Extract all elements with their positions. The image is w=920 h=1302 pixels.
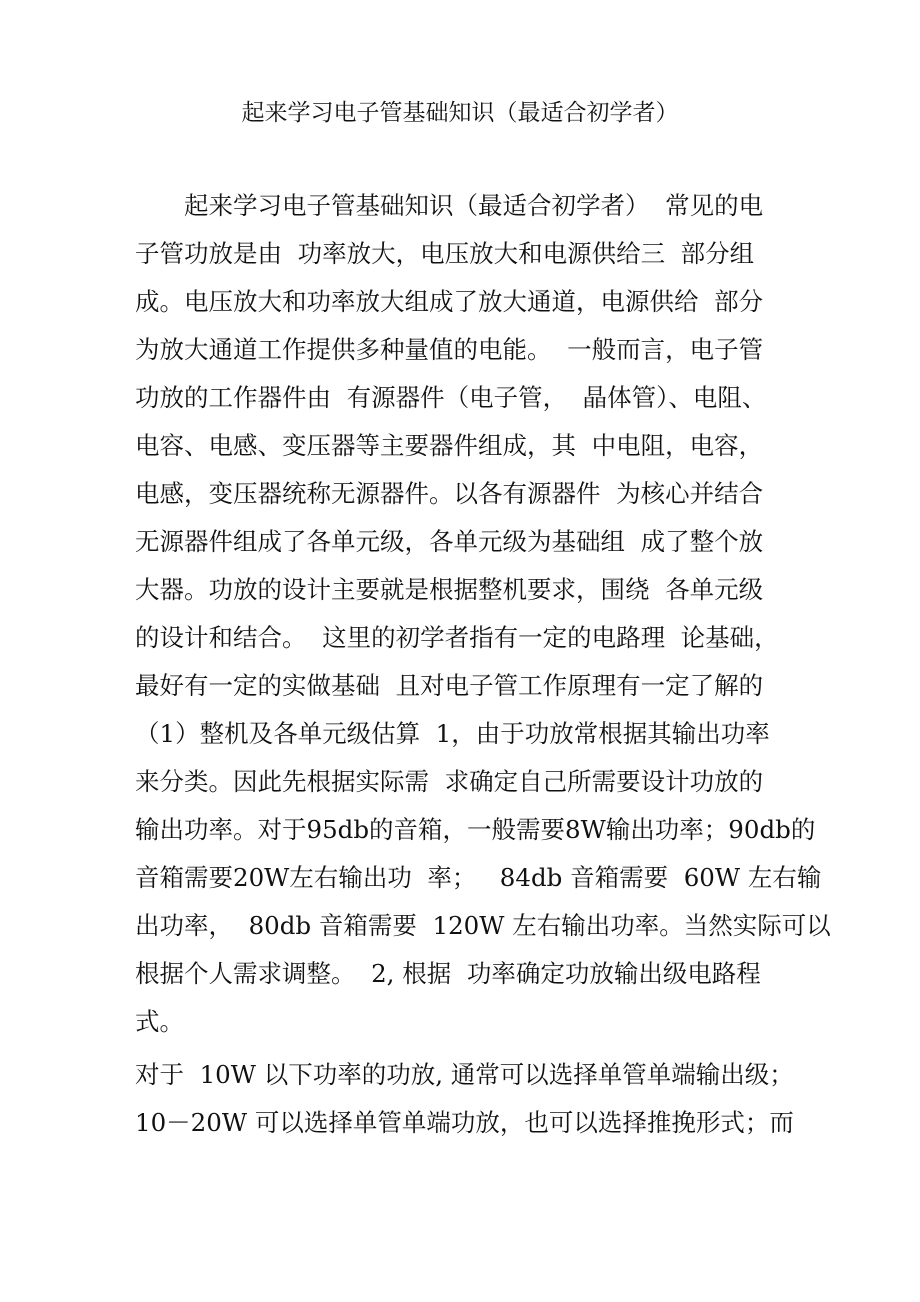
body-line: 大器。功放的设计主要就是根据整机要求，围绕 各单元级 <box>135 575 764 604</box>
body-line: 功放的工作器件由 有源器件（电子管， 晶体管）、电阻、 <box>135 383 767 412</box>
body-line: 电容、电感、变压器等主要器件组成，其 中电阻，电容， <box>135 431 764 460</box>
body-line: 起来学习电子管基础知识（最适合初学者） 常见的电 <box>135 191 764 220</box>
body-line: 10－20W 可以选择单管单端功放，也可以选择推挽形式；而 <box>135 1108 794 1137</box>
body-line: 为放大通道工作提供多种量值的电能。 一般而言，电子管 <box>135 335 764 364</box>
body-line: 根据个人需求调整。 2, 根据 功率确定功放输出级电路程 <box>135 959 761 988</box>
body-line: 音箱需要20W左右输出功 率； 84db 音箱需要 60W 左右输 <box>135 863 822 892</box>
body-line: 无源器件组成了各单元级，各单元级为基础组 成了整个放 <box>135 527 764 556</box>
body-line: 电感，变压器统称无源器件。以各有源器件 为核心并结合 <box>135 479 764 508</box>
body-line: 对于 10W 以下功率的功放, 通常可以选择单管单端输出级； <box>135 1060 794 1089</box>
body-line: （1）整机及各单元级估算 1，由于功放常根据其输出功率 <box>135 719 770 748</box>
body-line: 子管功放是由 功率放大，电压放大和电源供给三 部分组 <box>135 239 755 268</box>
body-line: 出功率， 80db 音箱需要 120W 左右输出功率。当然实际可以 <box>135 911 831 940</box>
body-line: 成。电压放大和功率放大组成了放大通道，电源供给 部分 <box>135 287 764 316</box>
body-line: 来分类。因此先根据实际需 求确定自己所需要设计功放的 <box>135 767 764 796</box>
body-line: 的设计和结合。 这里的初学者指有一定的电路理 论基础， <box>135 623 779 652</box>
body-line: 最好有一定的实做基础 且对电子管工作原理有一定了解的 <box>135 671 764 700</box>
body-line: 输出功率。对于95db的音箱，一般需要8W输出功率；90db的 <box>135 815 816 844</box>
body-line: 式。 <box>135 1007 184 1036</box>
document-title: 起来学习电子管基础知识（最适合初学者） <box>241 100 679 126</box>
